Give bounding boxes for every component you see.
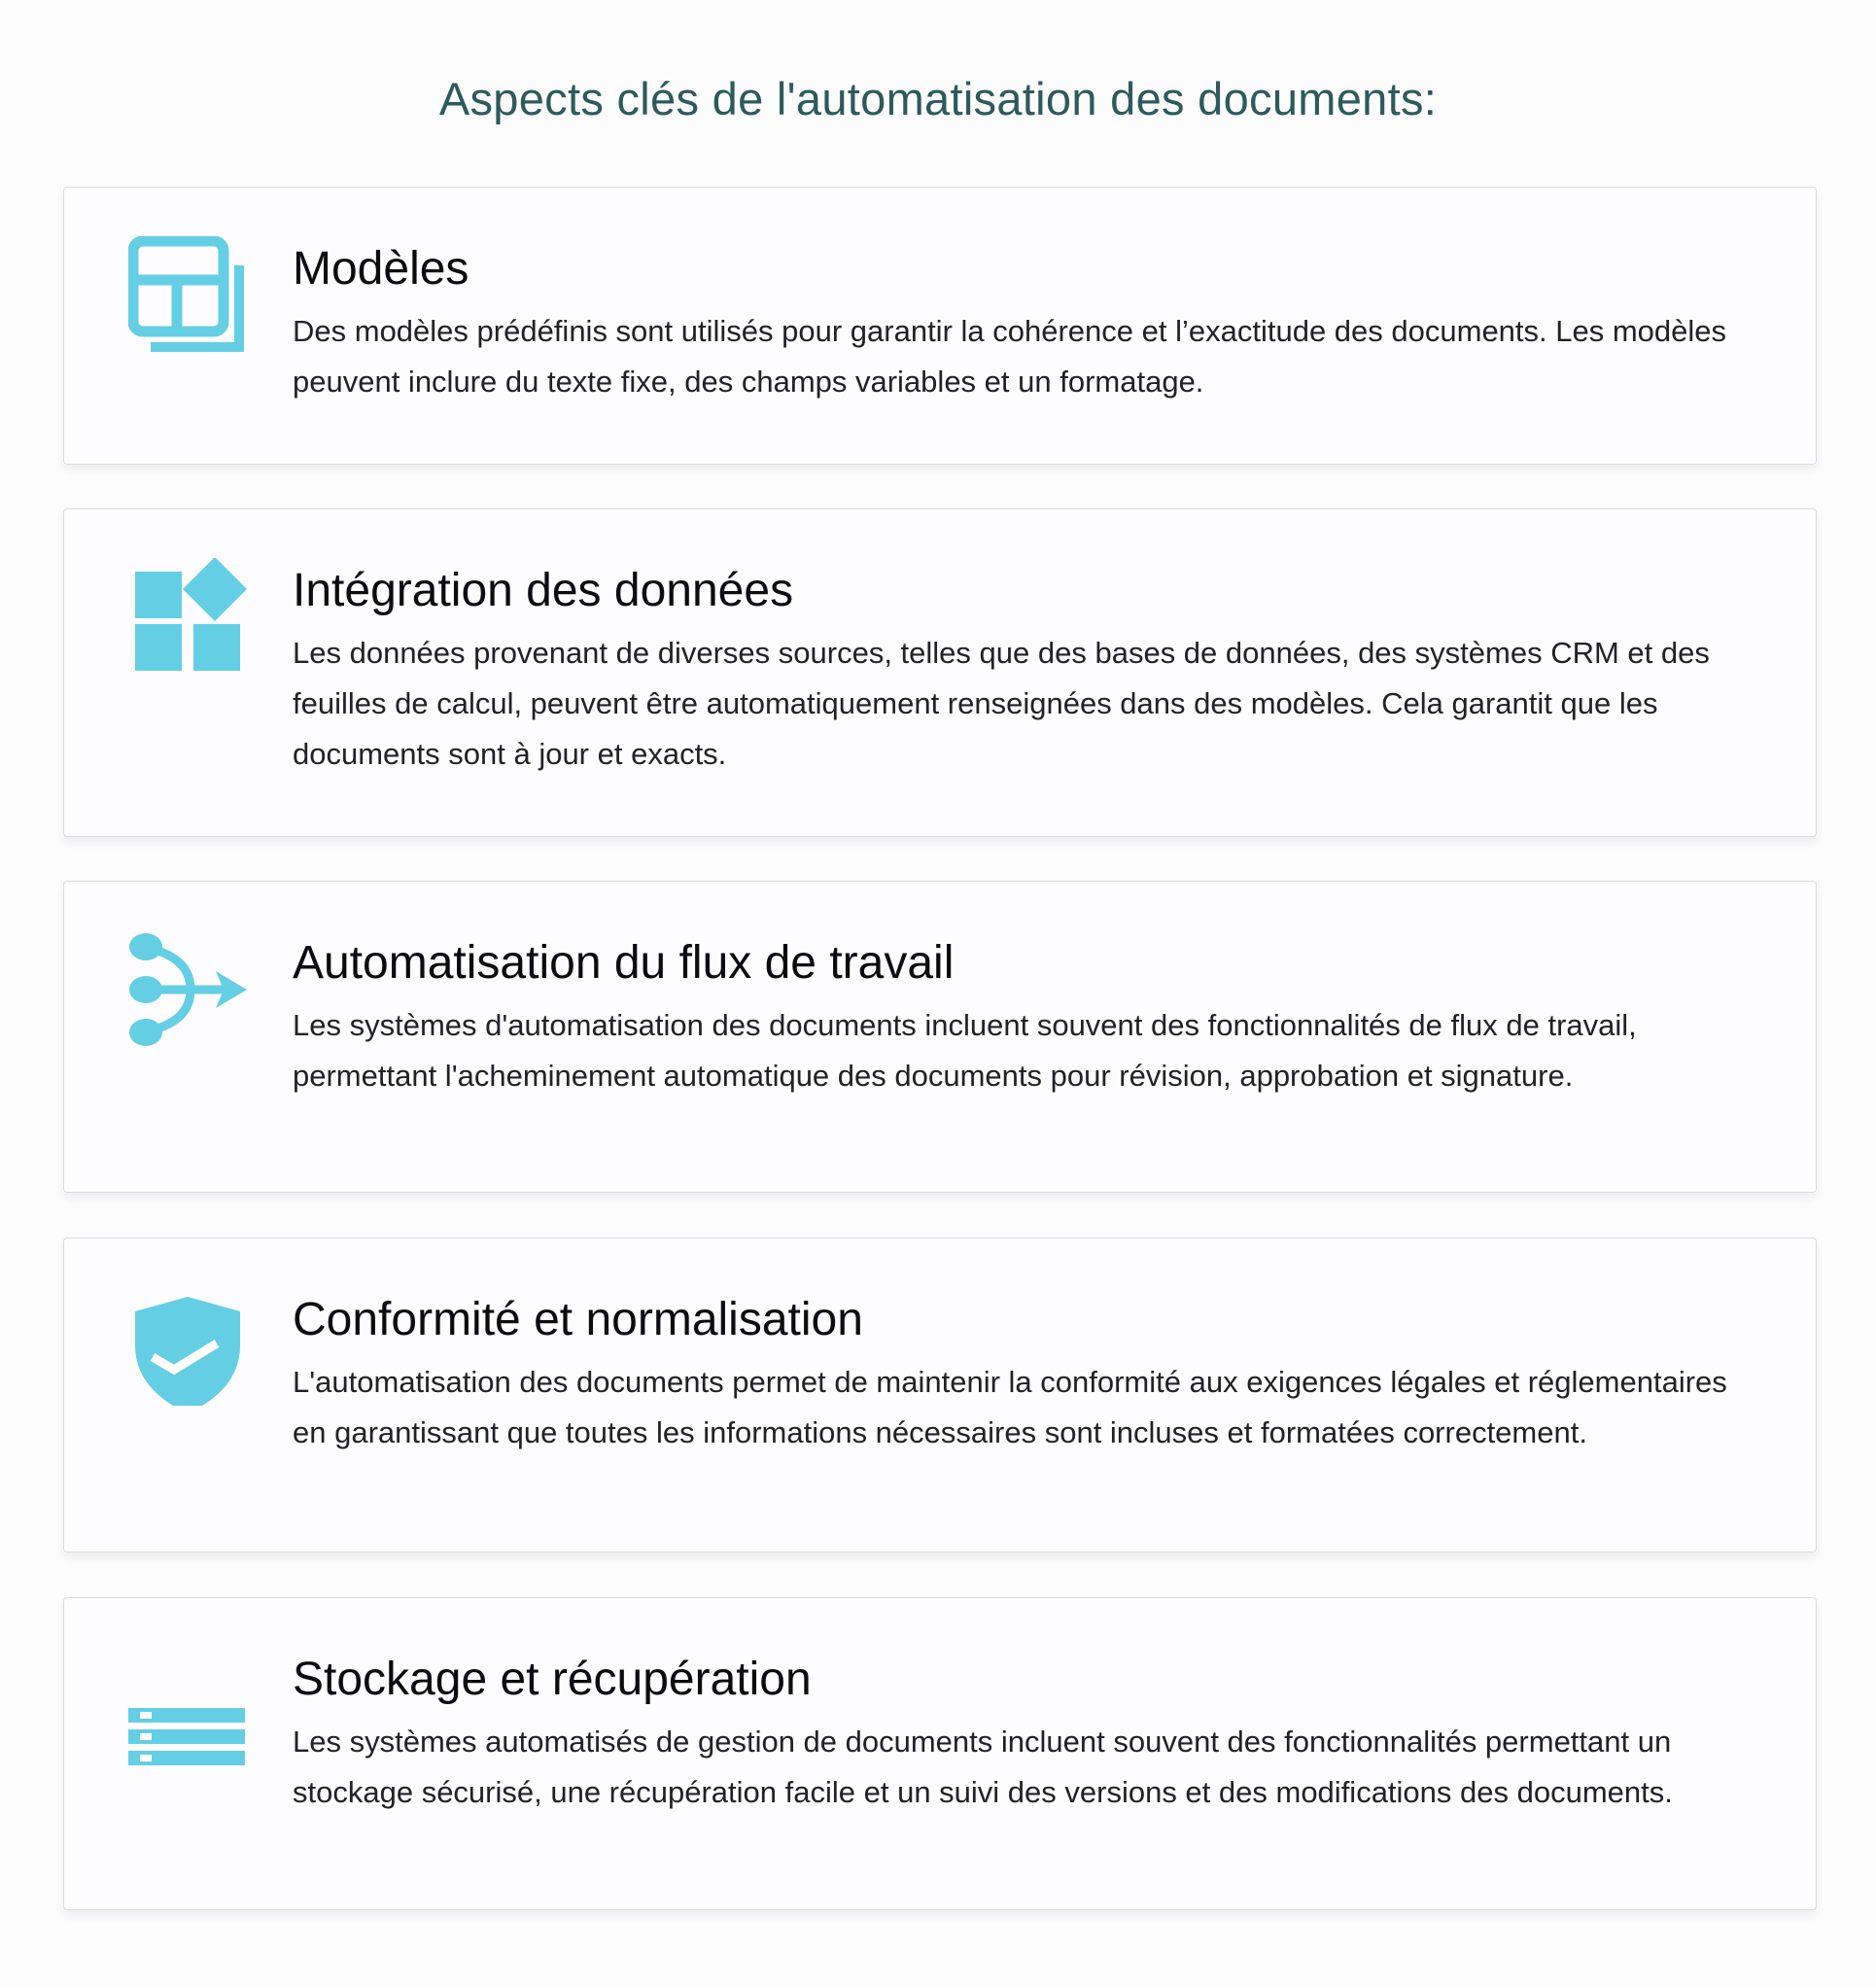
card-compliance [63, 1238, 1817, 1552]
card-templates [63, 187, 1817, 465]
card-heading: Intégration des données [293, 565, 794, 616]
card-storage [63, 1597, 1817, 1910]
template-icon [128, 236, 247, 355]
card-heading: Stockage et récupération [293, 1654, 812, 1705]
card-body: Les systèmes automatisés de gestion de documents incluent souvent des fonctionnalités permettant un stockage sécurisé, une récupération facile et un suivi des versions et des modifications des documents. [293, 1725, 1673, 1809]
merge-flow-icon [128, 930, 247, 1049]
card-heading: Conformité et normalisation [293, 1294, 863, 1345]
card-body: Les données provenant de diverses sources, telles que des bases de données, des systèmes CRM et des feuilles de calcul, peuvent être automatiquement renseignées dans des modèles. Cela garantit que les documents sont à jour et exacts. [293, 636, 1710, 771]
card-body: Les systèmes d'automatisation des documents incluent souvent des fonctionnalités de flux de travail, permettant l'acheminement automatique des documents pour révision, approbation et signature. [293, 1008, 1637, 1093]
card-body: L'automatisation des documents permet de maintenir la conformité aux exigences légales et réglementaires en garantissant que toutes les informations nécessaires sont incluses et formatées correctement. [293, 1365, 1727, 1449]
widgets-icon [128, 558, 247, 677]
card-data-integration [63, 508, 1817, 837]
shield-check-icon [128, 1287, 247, 1406]
card-body: Des modèles prédéfinis sont utilisés pour garantir la cohérence et l’exactitude des documents. Les modèles peuvent inclure du texte fixe, des champs variables et un formatage. [293, 314, 1727, 399]
storage-icon [128, 1647, 247, 1765]
card-workflow [63, 881, 1817, 1193]
card-heading: Modèles [293, 243, 469, 295]
page-title: Aspects clés de l'automatisation des documents: [438, 73, 1438, 124]
card-heading: Automatisation du flux de travail [293, 937, 955, 989]
